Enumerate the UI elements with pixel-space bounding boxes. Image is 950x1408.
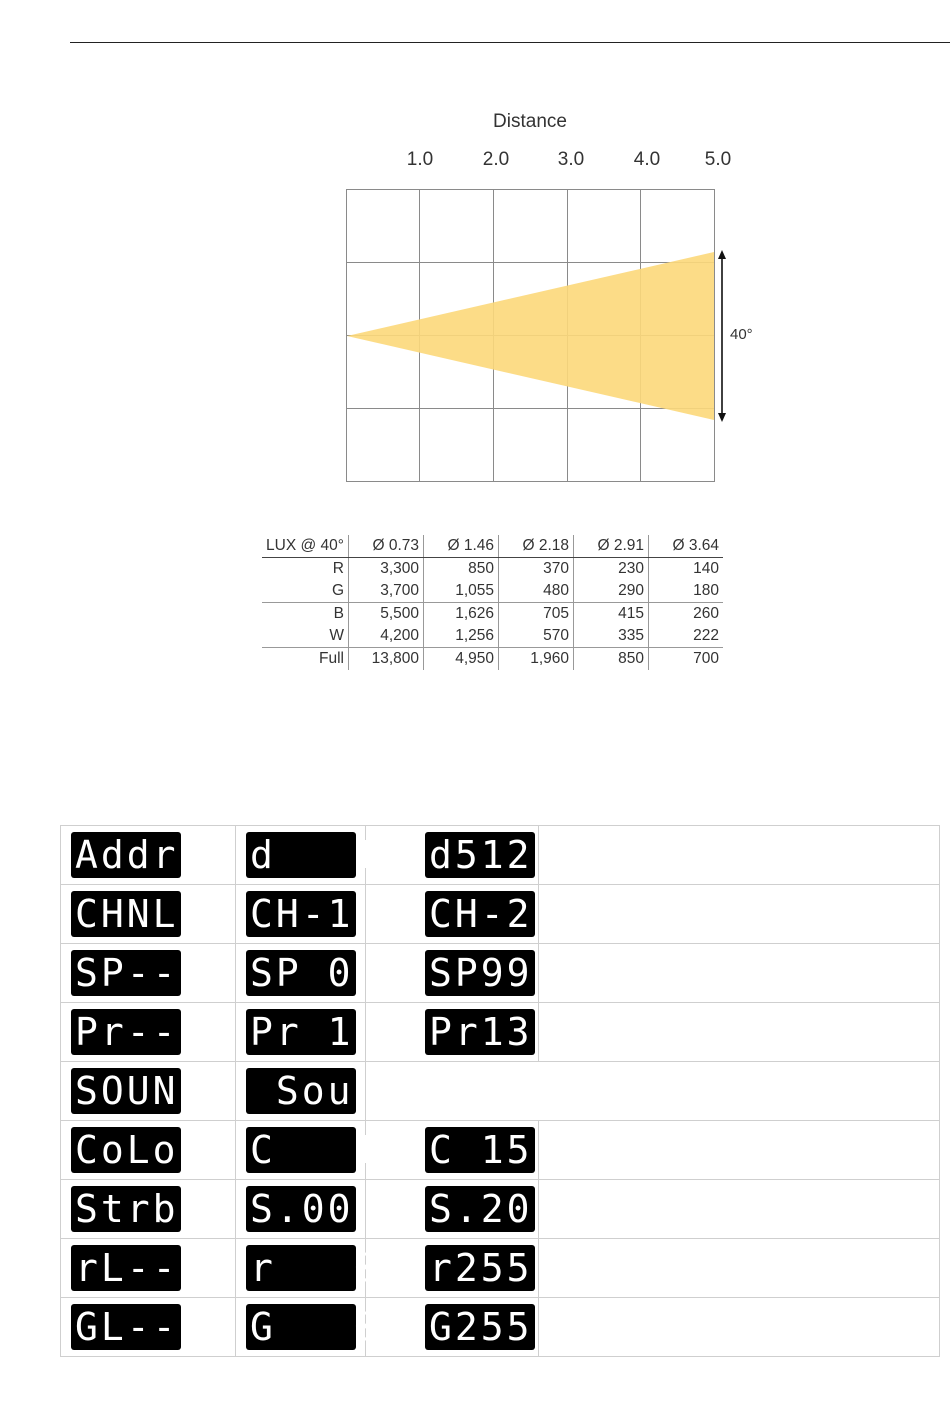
table-row [262, 580, 723, 603]
lux-value: 4,200 [349, 625, 424, 648]
lcd-text: r255 [429, 1246, 533, 1290]
row-label: B [262, 603, 349, 626]
lcd-last [425, 1009, 535, 1055]
lcd-menu [71, 891, 181, 937]
lux-value: 370 [499, 558, 574, 581]
lcd-menu [71, 950, 181, 996]
lcd-last [425, 832, 535, 878]
lcd-text: G 0 [250, 1305, 380, 1349]
lcd-first [246, 1304, 380, 1350]
beam-angle-label: 40° [730, 326, 753, 343]
lux-value: 335 [574, 625, 649, 648]
lcd-first [246, 891, 356, 937]
lux-value: 570 [499, 625, 574, 648]
menu-row [61, 944, 939, 1003]
lcd-first [246, 1009, 356, 1055]
lux-value: 5,500 [349, 603, 424, 626]
menu-row [61, 1239, 939, 1298]
lcd-last [425, 1186, 535, 1232]
lux-value: 13,800 [349, 648, 424, 671]
lux-value: 1,055 [424, 580, 499, 603]
header-cell: Ø 1.46 [424, 535, 499, 558]
lcd-text: r 0 [250, 1246, 380, 1290]
lcd-text: SP 0 [250, 951, 354, 995]
menu-row [61, 1298, 939, 1357]
lcd-menu [71, 1068, 181, 1114]
diagram-title: Distance [493, 111, 567, 132]
lux-table [262, 535, 723, 670]
header-cell: Ø 2.18 [499, 535, 574, 558]
distance-tick: 5.0 [704, 149, 732, 170]
lcd-text: Addr [75, 833, 179, 877]
lux-value: 1,626 [424, 603, 499, 626]
lux-value: 480 [499, 580, 574, 603]
lcd-text: S.20 [429, 1187, 533, 1231]
lcd-first [246, 1245, 380, 1291]
menu-row [61, 826, 939, 885]
lux-value: 4,950 [424, 648, 499, 671]
lcd-text: d 1 [250, 833, 380, 877]
table-row [262, 625, 723, 648]
lcd-text: G255 [429, 1305, 533, 1349]
menu-row [61, 1062, 939, 1121]
lux-value: 1,960 [499, 648, 574, 671]
lcd-text: Pr13 [429, 1010, 533, 1054]
lux-value: 415 [574, 603, 649, 626]
beam-diagram [330, 180, 750, 490]
lcd-menu [71, 1245, 181, 1291]
lcd-menu [71, 1127, 181, 1173]
lux-value: 850 [574, 648, 649, 671]
lcd-text: Strb [75, 1187, 179, 1231]
lcd-last [425, 950, 535, 996]
lcd-text: GL-- [75, 1305, 179, 1349]
lcd-text: SOUN [75, 1069, 179, 1113]
lcd-text: CoLo [75, 1128, 179, 1172]
table-row [262, 603, 723, 626]
lcd-menu [71, 832, 181, 878]
lcd-text: C 15 [429, 1128, 533, 1172]
angle-arrow [718, 250, 726, 422]
lux-value: 705 [499, 603, 574, 626]
lcd-last [425, 1245, 535, 1291]
header-cell: Ø 2.91 [574, 535, 649, 558]
lcd-text: SP-- [75, 951, 179, 995]
lcd-text: CHNL [75, 892, 179, 936]
lcd-text: Pr-- [75, 1010, 179, 1054]
lux-value: 260 [693, 605, 719, 622]
lux-value: 222 [649, 625, 724, 648]
lcd-text: rL-- [75, 1246, 179, 1290]
lcd-text: CH-1 [250, 892, 354, 936]
header-cell: Ø 3.64 [649, 535, 724, 558]
lux-value: 1,256 [424, 625, 499, 648]
menu-row [61, 1003, 939, 1062]
lcd-first [246, 1068, 356, 1114]
lux-value: 700 [693, 650, 719, 667]
lcd-text: Pr 1 [250, 1010, 354, 1054]
header-cell: LUX @ 40° [262, 535, 349, 558]
lux-value: 180 [649, 580, 724, 603]
lcd-last [425, 1127, 535, 1173]
lcd-first [246, 832, 380, 878]
row-label: W [262, 625, 349, 648]
menu-row [61, 1121, 939, 1180]
lcd-text: SP99 [429, 951, 533, 995]
distance-tick: 4.0 [633, 149, 661, 170]
row-label: G [262, 580, 349, 603]
lcd-text: S.00 [250, 1187, 354, 1231]
lcd-first [246, 1186, 356, 1232]
table-row [262, 648, 723, 671]
lux-table-header [262, 535, 723, 558]
lux-value: 290 [574, 580, 649, 603]
lux-value: 850 [424, 558, 499, 581]
lux-value: 3,700 [349, 580, 424, 603]
distance-tick: 1.0 [406, 149, 434, 170]
lcd-text: Sou [250, 1069, 354, 1113]
distance-tick: 2.0 [482, 149, 510, 170]
table-row [262, 558, 723, 581]
header-cell: Ø 0.73 [349, 535, 424, 558]
lux-value: 3,300 [349, 558, 424, 581]
lcd-first [246, 950, 356, 996]
lcd-menu [71, 1009, 181, 1055]
lux-value: 140 [693, 560, 719, 577]
lcd-last [425, 1304, 535, 1350]
distance-tick: 3.0 [557, 149, 585, 170]
beam-cone [347, 252, 714, 420]
lcd-text: d512 [429, 833, 533, 877]
lcd-last [425, 891, 535, 937]
lcd-text: CH-2 [429, 892, 533, 936]
lcd-text: C 1 [250, 1128, 380, 1172]
top-rule [70, 42, 950, 43]
menu-display-grid [60, 825, 940, 1357]
row-label: R [262, 558, 349, 581]
lcd-first [246, 1127, 380, 1173]
lcd-menu [71, 1186, 181, 1232]
lux-value: 230 [574, 558, 649, 581]
menu-row [61, 885, 939, 944]
row-label: Full [262, 648, 349, 671]
lcd-menu [71, 1304, 181, 1350]
menu-row [61, 1180, 939, 1239]
